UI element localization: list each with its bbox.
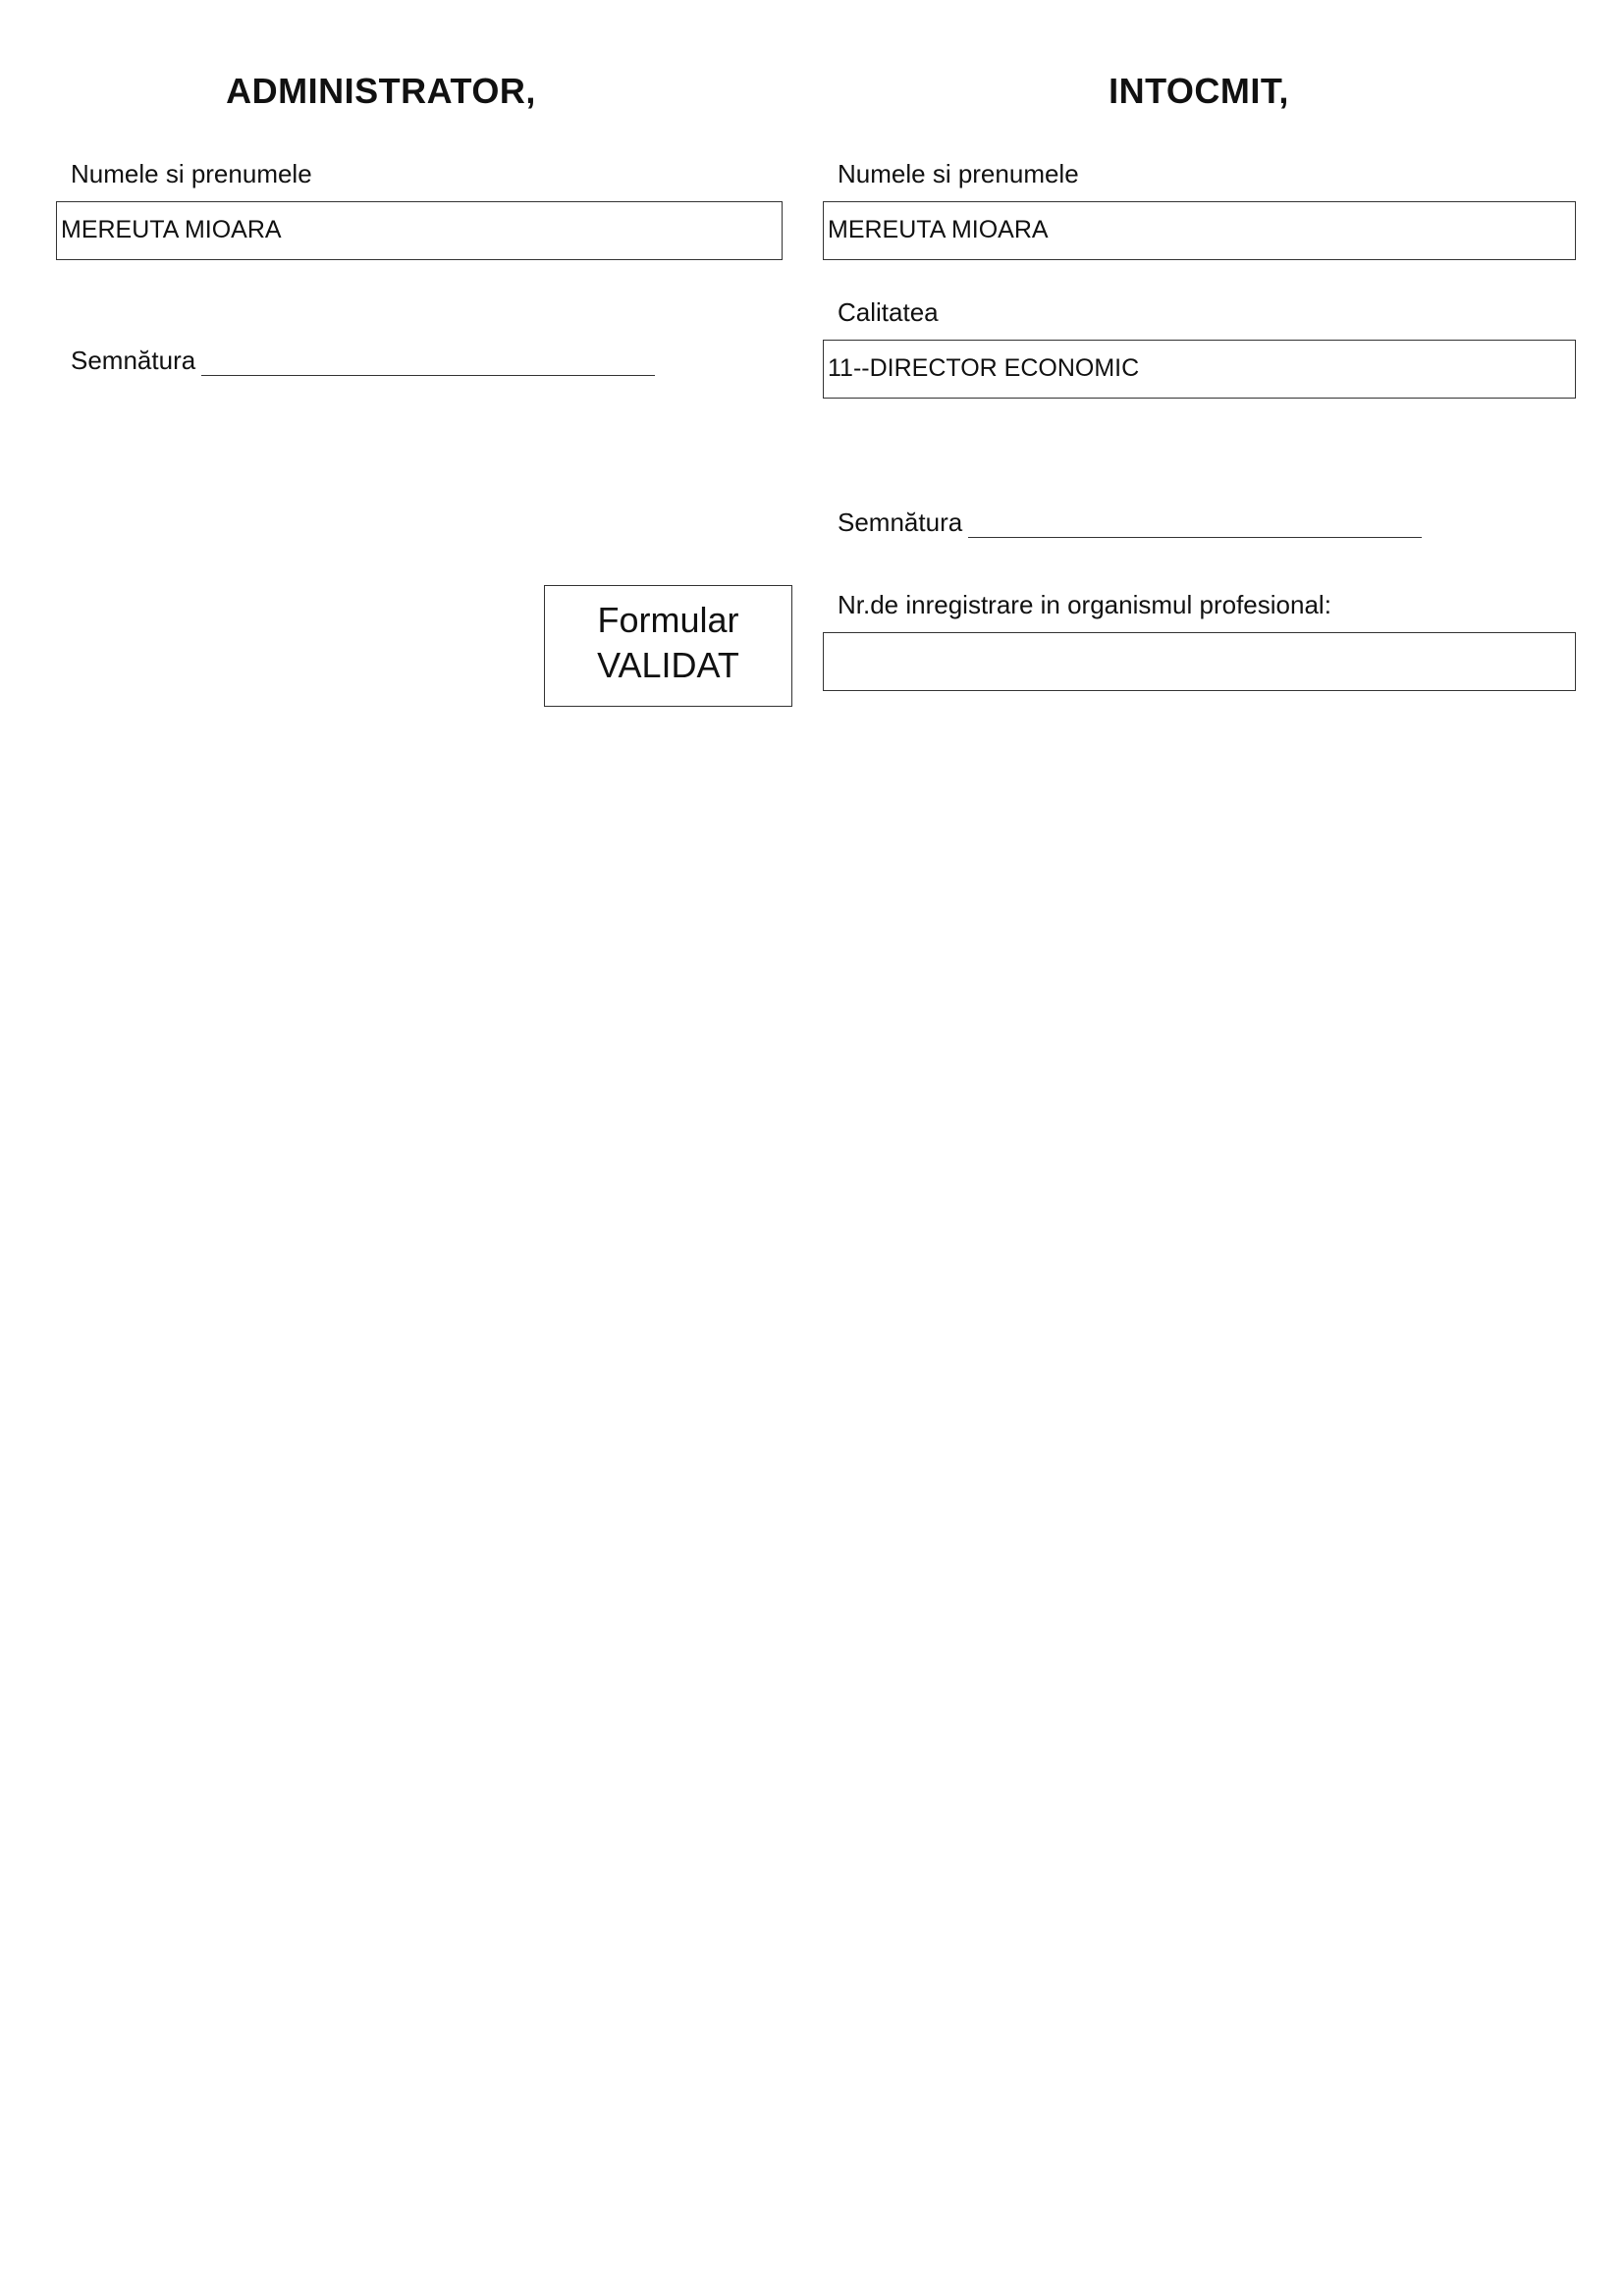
intocmit-quality-label: Calitatea (838, 297, 939, 327)
administrator-signature-label: Semnătura (71, 346, 196, 375)
administrator-name-label: Numele si prenumele (71, 159, 312, 188)
intocmit-signature-label: Semnătura (838, 507, 963, 537)
intocmit-signature-line[interactable] (968, 511, 1422, 538)
intocmit-quality-field[interactable]: 11--DIRECTOR ECONOMIC (823, 340, 1576, 399)
intocmit-name-label: Numele si prenumele (838, 159, 1079, 188)
administrator-heading: ADMINISTRATOR, (226, 71, 536, 111)
intocmit-name-field[interactable]: MEREUTA MIOARA (823, 201, 1576, 260)
registration-number-label: Nr.de inregistrare in organismul profesional: (838, 590, 1331, 619)
intocmit-heading: INTOCMIT, (1109, 71, 1289, 111)
administrator-signature-line[interactable] (201, 349, 655, 376)
administrator-name-field[interactable]: MEREUTA MIOARA (56, 201, 783, 260)
administrator-signature-row (71, 346, 655, 376)
formular-validat-stamp (544, 585, 792, 707)
stamp-line-2: VALIDAT (597, 645, 739, 685)
registration-number-field[interactable] (823, 632, 1576, 691)
intocmit-signature-row (838, 507, 1422, 538)
stamp-line-1: Formular (597, 600, 739, 640)
